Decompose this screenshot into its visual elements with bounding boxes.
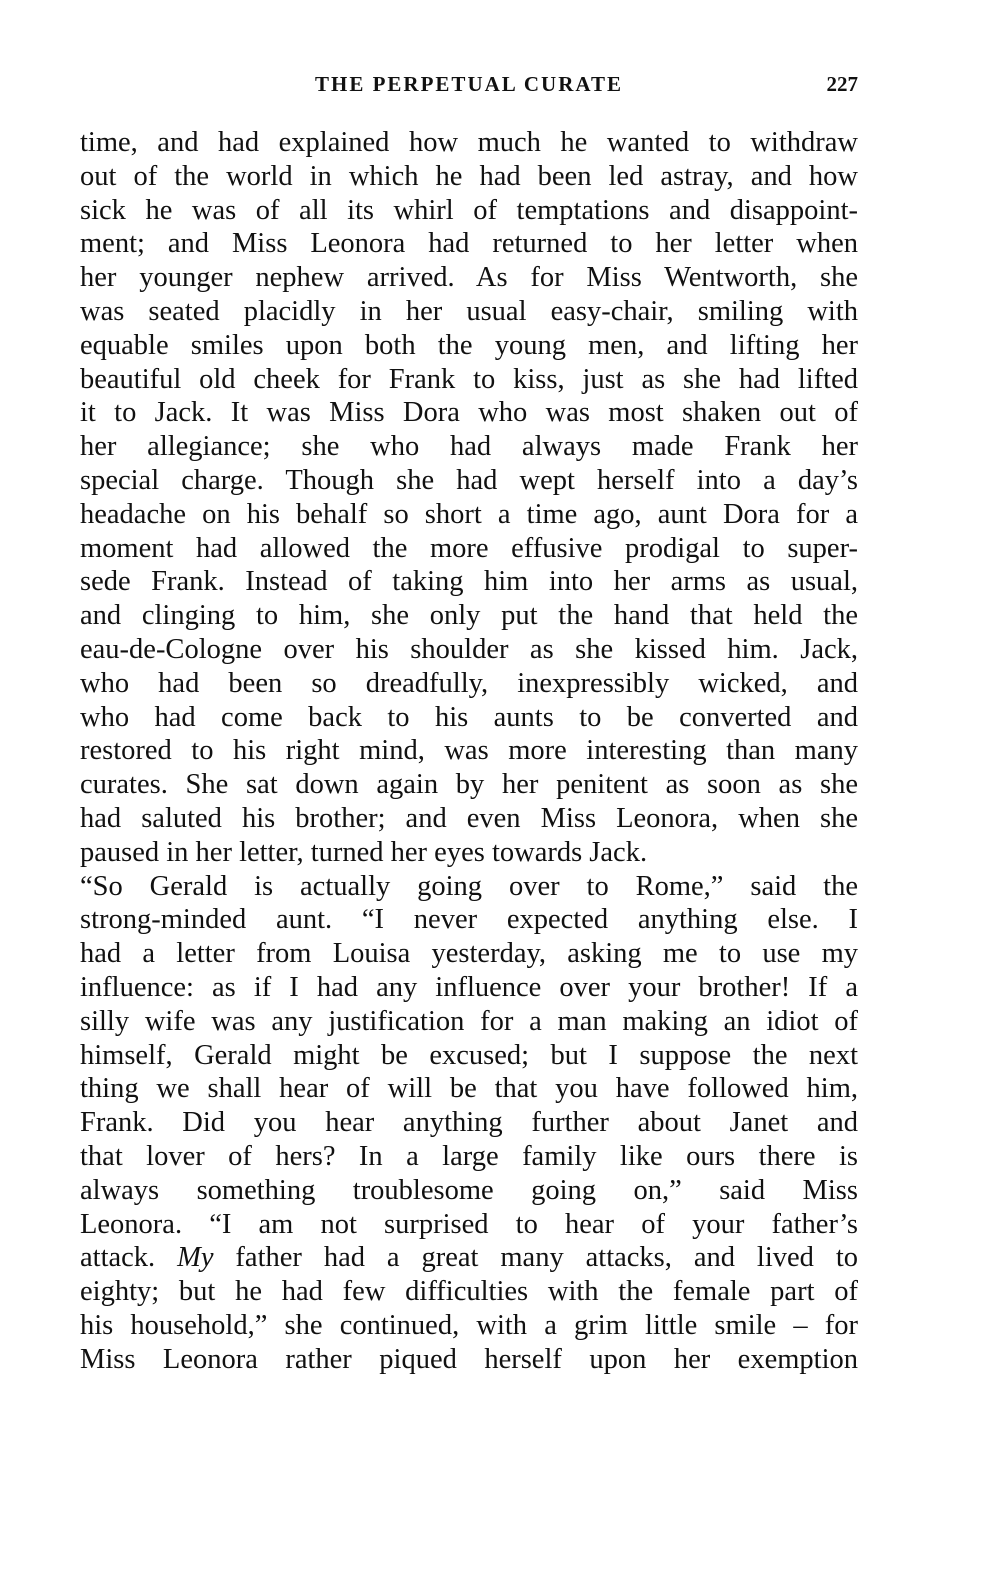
running-title: THE PERPETUAL CURATE [315,72,623,96]
text-line: moment had allowed the more effusive prodigal to super- [80,532,858,564]
paragraph-start-line: “So Gerald is actually going over to Rome,” said the [80,870,858,902]
text-line: his household,” she continued, with a grim little smile – for [80,1309,858,1341]
text-line: eau-de-Cologne over his shoulder as she kissed him. Jack, [80,633,858,665]
text-line: headache on his behalf so short a time ago, aunt Dora for a [80,498,858,530]
paragraph-end-line: paused in her letter, turned her eyes towards Jack. [80,836,648,868]
text-line: and clinging to him, she only put the hand that held the [80,600,858,632]
body-text [80,126,858,1376]
running-head [80,70,858,100]
text-line: it to Jack. It was Miss Dora who was most shaken out of [80,397,858,429]
text-line: sick he was of all its whirl of temptations and disappoint- [80,194,858,226]
text-line: himself, Gerald might be excused; but I suppose the next [80,1039,858,1071]
text-line: time, and had explained how much he wanted to withdraw [80,127,858,158]
text-line: eighty; but he had few difficulties with the female part of [80,1276,858,1308]
text-line-with-italic [80,1241,858,1275]
text-line: curates. She sat down again by her penitent as soon as she [80,769,858,801]
text-line: Miss Leonora rather piqued herself upon her exemption [80,1343,858,1375]
text-line: always something troublesome going on,” said Miss [80,1174,858,1206]
text-line: thing we shall hear of will be that you have followed him, [80,1073,858,1105]
text-line: influence: as if I had any influence over your brother! If a [80,971,858,1003]
text-line: that lover of hers? In a large family like ours there is [80,1140,858,1172]
text-line: ment; and Miss Leonora had returned to her letter when [80,228,858,260]
text-line: restored to his right mind, was more interesting than many [80,735,858,767]
text-line: had saluted his brother; and even Miss Leonora, when she [80,802,858,834]
text-line: her allegiance; she who had always made Frank her [80,431,858,463]
text-line: out of the world in which he had been led astray, and how [80,160,858,192]
text-line: equable smiles upon both the young men, and lifting her [80,329,858,361]
text-fragment: attack. [80,1242,178,1274]
text-line: was seated placidly in her usual easy-chair, smiling with [80,295,858,327]
text-fragment: father had a great many attacks, and lived to [213,1242,858,1274]
text-line: strong-minded aunt. “I never expected anything else. I [80,904,858,936]
text-line: special charge. Though she had wept herself into a day’s [80,464,858,496]
text-line: silly wife was any justification for a man making an idiot of [80,1005,858,1037]
italic-word: My [177,1242,214,1274]
text-line: who had come back to his aunts to be converted and [80,701,858,733]
text-line: Leonora. “I am not surprised to hear of your father’s [80,1208,858,1240]
text-line: beautiful old cheek for Frank to kiss, just as she had lifted [80,363,858,395]
text-line: had a letter from Louisa yesterday, asking me to use my [80,938,858,970]
text-line: Frank. Did you hear anything further about Janet and [80,1107,858,1139]
text-line: sede Frank. Instead of taking him into her arms as usual, [80,566,858,598]
text-line: her younger nephew arrived. As for Miss Wentworth, she [80,262,858,294]
page-number: 227 [826,72,858,96]
text-line: who had been so dreadfully, inexpressibly wicked, and [80,667,858,699]
